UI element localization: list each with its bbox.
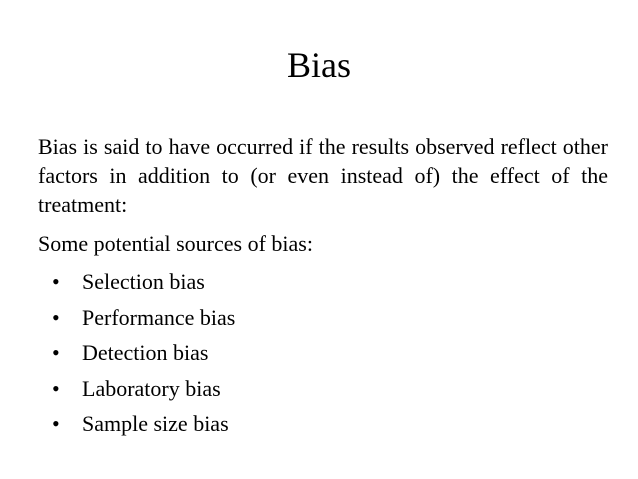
bullet-icon: • [52, 375, 60, 401]
list-item-label: Sample size bias [82, 411, 229, 436]
bias-sources-list [52, 264, 235, 442]
slide-title: Bias [286, 45, 351, 85]
sources-subheading: Some potential sources of bias: [38, 231, 313, 256]
list-item [52, 264, 235, 300]
list-item-label: Laboratory bias [82, 375, 221, 401]
bullet-icon: • [52, 340, 60, 365]
list-item [52, 335, 235, 371]
definition-paragraph: Bias is said to have occurred if the results observed reflect other factors in addition to (or even instead of) the effect of the treatment: [38, 134, 608, 217]
list-item [52, 406, 235, 442]
bullet-icon: • [52, 304, 60, 330]
list-item [52, 371, 235, 407]
list-item-label: Detection bias [82, 340, 209, 365]
list-item-label: Performance bias [82, 304, 236, 330]
list-item [52, 300, 235, 336]
bullet-icon: • [52, 411, 60, 436]
list-item-label: Selection bias [82, 269, 205, 294]
bullet-icon: • [52, 269, 60, 294]
